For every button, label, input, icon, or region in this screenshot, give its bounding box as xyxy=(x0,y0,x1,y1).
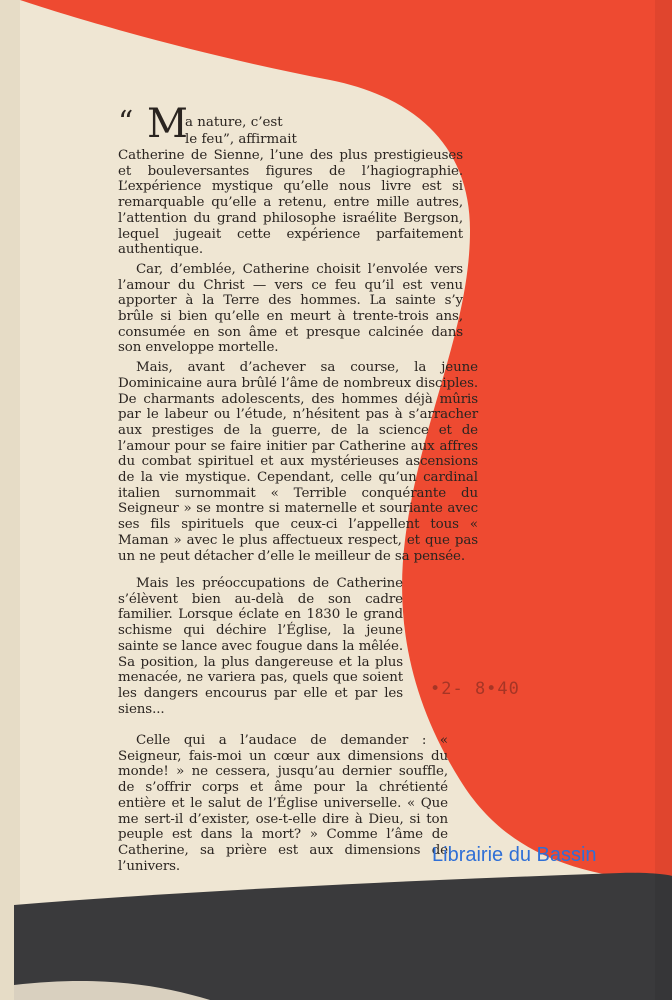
paragraph-2: Car, d’emblée, Catherine choisit l’envolée vers l’amour du Christ — vers ce feu qu’il est venu apporter à la Terre des hommes. La sainte s’y brûle si bien qu’elle en meurt à trente-trois ans, consumée en son âme et presque calcinée dans son enveloppe mortelle. xyxy=(118,261,463,356)
drop-cap: M xyxy=(147,101,188,147)
paragraph-3: Mais, avant d’achever sa course, la jeune Dominicaine aura brûlé l’âme de nombreux disciples. De charmants adolescents, des hommes déjà mûris par le labeur ou l’étude, n’hésitent pas à s’arracher aux prestiges de la guerre, de la science et de l’amour pour se faire initier par Catherine aux affres du combat spirituel et aux mystérieuses ascensions de la vie mystique. Cependant, celle qu’un cardinal italien surnommait « Terrible conquérante du Seigneur » se montre si maternelle et souriante avec ses fils spirituels que ceux-ci l’appellent tous « Maman » avec le plus affectueux respect, et que pas un ne peut détacher d’elle le meilleur de sa pensée. xyxy=(118,360,478,564)
opening-quote: “ xyxy=(118,105,134,140)
lead-line-2b: ”, affirmait xyxy=(222,132,297,147)
body-text-lower xyxy=(118,576,403,721)
body-text xyxy=(118,148,478,568)
watermark-text: Librairie du Bassin xyxy=(432,844,597,866)
lead-line-1: a nature, c’est xyxy=(185,115,283,130)
paragraph-1-rest: Catherine de Sienne, l’une des plus prestigieuses et bouleversantes figures de l’hagiographie. L’expérience mystique qu’elle nous livre est si remarquable qu’elle a retenu, entre mille autres, l’attention du grand philosophe israélite Bergson, lequel jugeait cette expérience parfaitement authentique. xyxy=(118,148,463,258)
date-stamp: •2- 8•40 xyxy=(430,679,520,699)
lead-line-2 xyxy=(185,132,297,148)
body-text-bottom xyxy=(118,733,448,878)
lead-line-2a: le feu xyxy=(185,132,223,147)
paragraph-5: Celle qui a l’audace de demander : « Seigneur, fais-moi un cœur aux dimensions du monde! » ne cessera, jusqu’au dernier souffle, de s’offrir corps et âme pour la chrétienté entière et le salut de l’Église universelle. « Que me sert-il d’exister, ose-t-elle dire à Dieu, si ton peuple est dans la mort? » Comme l’âme de Catherine, sa prière est aux dimensions de l’univers. xyxy=(118,733,448,874)
paragraph-4: Mais les préoccupations de Catherine s’élèvent bien au-delà de son cadre familier. Lorsque éclate en 1830 le grand schisme qui déchire l’Église, la jeune sainte se lance avec fougue dans la mêlée. Sa position, la plus dangereuse et la plus menacée, ne variera pas, quels que soient les dangers encourus par elle et par les siens... xyxy=(118,576,403,717)
